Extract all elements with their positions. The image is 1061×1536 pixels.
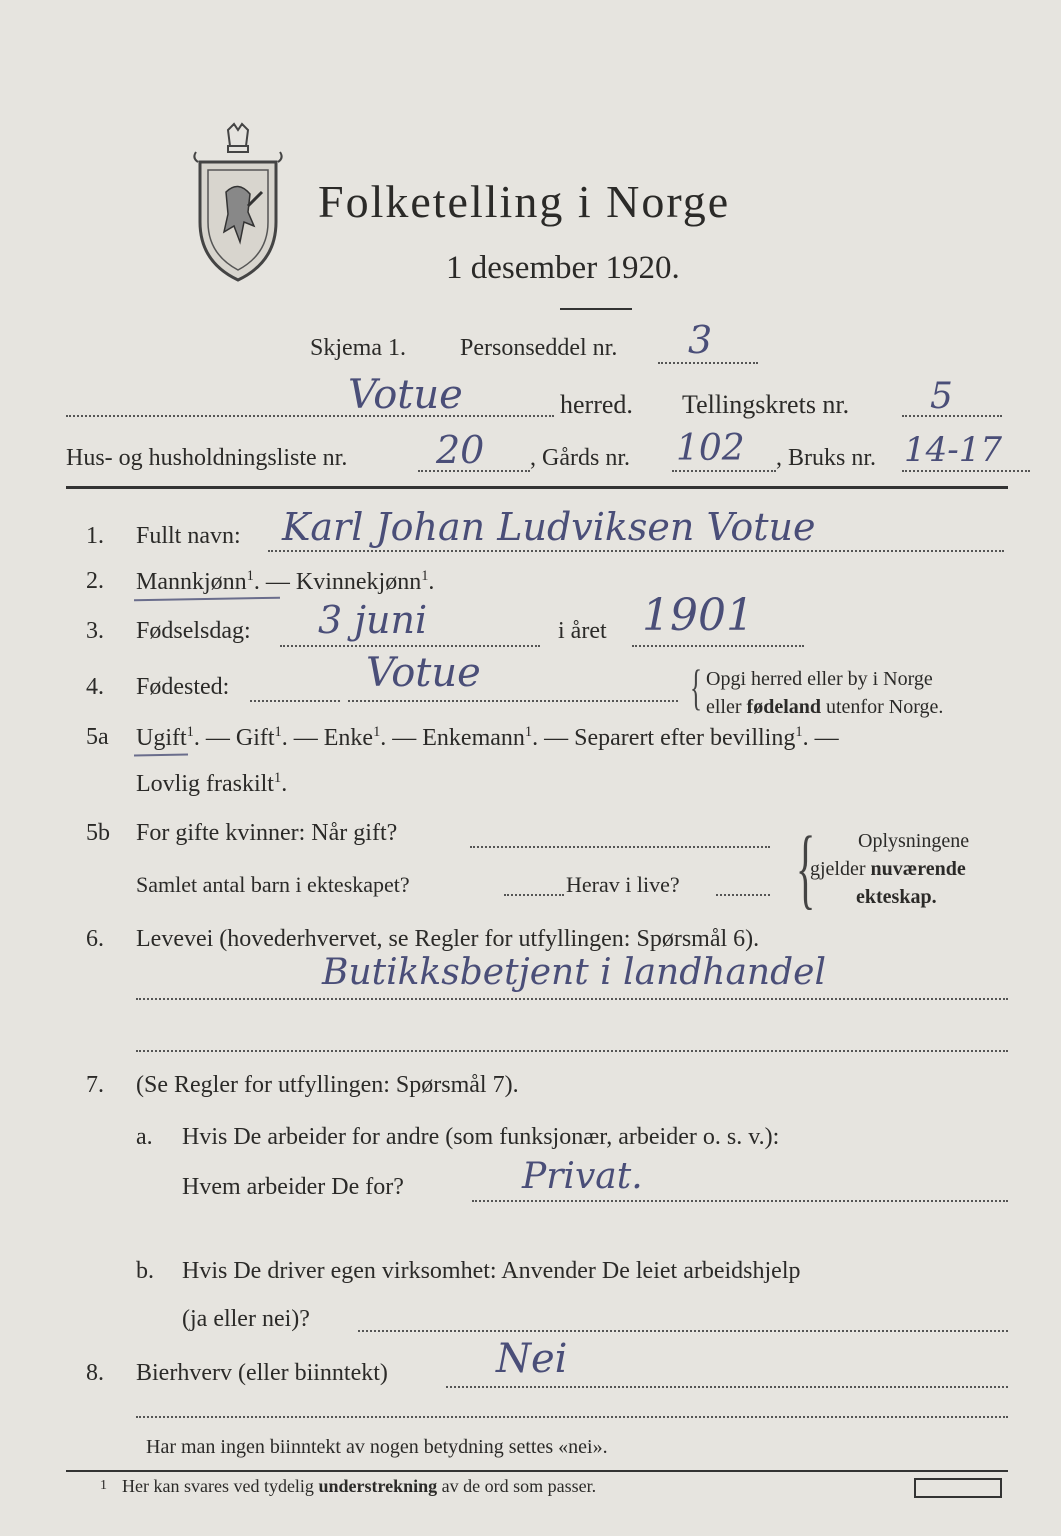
q3-number: 3. bbox=[86, 618, 104, 644]
q5a-tail: . — bbox=[802, 725, 839, 751]
footnote-c: av de ord som passer. bbox=[437, 1476, 597, 1496]
q2-separator: . — bbox=[253, 569, 296, 595]
q1-value: Karl Johan Ludviksen Votue bbox=[282, 505, 816, 549]
form-date: 1 desember 1920. bbox=[446, 250, 680, 286]
q5a-fraskilt: Lovlig fraskilt bbox=[136, 771, 274, 797]
q2-female: Kvinnekjønn bbox=[295, 569, 422, 595]
bleed-through-text bbox=[430, 80, 435, 101]
q1-line bbox=[268, 550, 1004, 552]
footnote-ref: 1 bbox=[274, 724, 282, 740]
q8-line1 bbox=[446, 1386, 1008, 1388]
q8-number: 8. bbox=[86, 1360, 104, 1386]
q7a-line bbox=[472, 1200, 1008, 1202]
q5b-note-a: gjelder bbox=[810, 858, 871, 880]
q5a-enkemann: . — Enkemann bbox=[380, 725, 525, 751]
q5b-line2-dots-a bbox=[504, 894, 564, 896]
bruks-value: 14-17 bbox=[904, 430, 1003, 470]
gards-value: 102 bbox=[676, 428, 745, 469]
q6-line2 bbox=[136, 1050, 1008, 1052]
q5b-note-line3: ekteskap. bbox=[856, 886, 937, 908]
q3-year-value: 1901 bbox=[642, 590, 754, 641]
q5a-enke: . — Enke bbox=[281, 725, 374, 751]
q2-tail: . bbox=[428, 569, 435, 595]
q7b-line bbox=[358, 1330, 1008, 1332]
q4-number: 4. bbox=[86, 674, 104, 700]
title-divider bbox=[560, 308, 632, 310]
q7a-line2: Hvem arbeider De for? bbox=[182, 1174, 404, 1200]
q5a-ugift-underline bbox=[134, 754, 188, 757]
q1-label: Fullt navn: bbox=[136, 523, 241, 549]
q4-line-b bbox=[348, 700, 678, 702]
q6-label: Levevei (hovederhvervet, se Regler for utfyllingen: Spørsmål 6). bbox=[136, 926, 760, 952]
footnote-ref: 1 bbox=[273, 770, 282, 786]
q3-day-value: 3 juni bbox=[318, 598, 428, 642]
footnote-b: understrekning bbox=[318, 1476, 438, 1496]
q8-label: Bierhverv (eller biinntekt) bbox=[136, 1360, 388, 1386]
q4-note-c: utenfor Norge. bbox=[821, 696, 944, 718]
footnote-ref: 1 bbox=[373, 724, 381, 740]
printer-stamp-icon bbox=[914, 1478, 1002, 1498]
personseddel-line bbox=[658, 362, 758, 364]
herred-label: herred. bbox=[560, 390, 633, 419]
q5b-line2-dots-b bbox=[716, 894, 770, 896]
tellingskrets-label: Tellingskrets nr. bbox=[682, 390, 850, 419]
q4-label: Fødested: bbox=[136, 674, 230, 700]
q6-number: 6. bbox=[86, 926, 104, 952]
q2-male: Mannkjønn bbox=[136, 569, 247, 595]
personseddel-label: Personseddel nr. bbox=[460, 335, 618, 361]
q7-label: (Se Regler for utfyllingen: Spørsmål 7). bbox=[136, 1072, 519, 1098]
q5b-line2-b: Herav i live? bbox=[566, 872, 680, 897]
q2-male-underline bbox=[134, 597, 280, 602]
personseddel-value: 3 bbox=[688, 318, 713, 362]
q5b-line1-dots bbox=[470, 846, 770, 848]
q7-number: 7. bbox=[86, 1072, 104, 1098]
q5a-number: 5a bbox=[86, 724, 109, 750]
q4-note-a: eller bbox=[706, 696, 747, 718]
q5b-line1: For gifte kvinner: Når gift? bbox=[136, 820, 398, 846]
tellingskrets-value: 5 bbox=[930, 376, 953, 417]
q8-line2 bbox=[136, 1416, 1008, 1418]
q7a-value: Privat. bbox=[522, 1156, 643, 1197]
q7a-line1: Hvis De arbeider for andre (som funksjonær, arbeider o. s. v.): bbox=[182, 1124, 780, 1150]
q7b-line2: (ja eller nei)? bbox=[182, 1306, 310, 1332]
q7b-number: b. bbox=[136, 1258, 154, 1284]
footnote-mark: 1 bbox=[100, 1478, 107, 1493]
footnote-a: Her kan svares ved tydelig bbox=[122, 1476, 319, 1496]
q7b-line1: Hvis De driver egen virksomhet: Anvender De leiet arbeidshjelp bbox=[182, 1258, 801, 1284]
q4-line-a bbox=[250, 700, 340, 702]
q2-options bbox=[136, 568, 434, 596]
q1-number: 1. bbox=[86, 523, 104, 549]
footnote-text bbox=[122, 1476, 596, 1497]
gards-line bbox=[672, 470, 776, 472]
q7a-number: a. bbox=[136, 1124, 153, 1150]
q4-note-b: fødeland bbox=[746, 696, 821, 718]
bruks-label: , Bruks nr. bbox=[776, 445, 877, 471]
footnote-ref: 1 bbox=[186, 724, 194, 740]
q5b-line2-a: Samlet antal barn i ekteskapet? bbox=[136, 872, 410, 897]
q6-value: Butikksbetjent i landhandel bbox=[322, 952, 826, 993]
q4-value: Votue bbox=[366, 650, 481, 696]
q5b-note-line2 bbox=[810, 858, 966, 881]
q5a-line2-tail: . bbox=[281, 771, 288, 797]
q3-label: Fødselsdag: bbox=[136, 618, 251, 644]
herred-line bbox=[66, 415, 554, 417]
q5a-options bbox=[136, 724, 839, 752]
schema-label: Skjema 1. bbox=[310, 335, 406, 361]
bruks-line bbox=[902, 470, 1030, 472]
q5a-gift: . — Gift bbox=[193, 725, 275, 751]
footer-note: Har man ingen biinntekt av nogen betydning settes «nei». bbox=[146, 1436, 608, 1458]
q8-value: Nei bbox=[496, 1336, 568, 1382]
q5b-brace: { bbox=[795, 819, 816, 918]
gards-label: , Gårds nr. bbox=[530, 445, 630, 471]
q3-day-line bbox=[280, 645, 540, 647]
q5b-note-b: nuværende bbox=[870, 858, 966, 880]
footnote-ref: 1 bbox=[421, 568, 429, 584]
footnote-ref: 1 bbox=[524, 724, 533, 740]
hus-value: 20 bbox=[436, 428, 485, 472]
q5a-separert: . — Separert efter bevilling bbox=[532, 725, 796, 751]
norway-coat-of-arms-icon bbox=[188, 122, 288, 282]
q4-note-line1: Opgi herred eller by i Norge bbox=[706, 668, 933, 690]
footer-separator bbox=[66, 1470, 1008, 1472]
herred-value: Votue bbox=[348, 372, 463, 418]
header-separator bbox=[66, 486, 1008, 489]
q3-year-label: i året bbox=[558, 618, 607, 644]
footnote-ref: 1 bbox=[246, 568, 254, 584]
footnote-ref: 1 bbox=[795, 724, 803, 740]
q5a-ugift: Ugift bbox=[136, 725, 187, 751]
hus-label: Hus- og husholdningsliste nr. bbox=[66, 445, 348, 471]
q5b-number: 5b bbox=[86, 820, 110, 846]
form-title: Folketelling i Norge bbox=[318, 176, 731, 227]
q5b-note-line1: Oplysningene bbox=[858, 830, 970, 852]
q4-note-line2 bbox=[706, 696, 943, 719]
q2-number: 2. bbox=[86, 568, 104, 594]
q3-year-line bbox=[632, 645, 804, 647]
q5a-line2 bbox=[136, 770, 287, 798]
q6-line1 bbox=[136, 998, 1008, 1000]
q4-brace: { bbox=[690, 659, 702, 715]
